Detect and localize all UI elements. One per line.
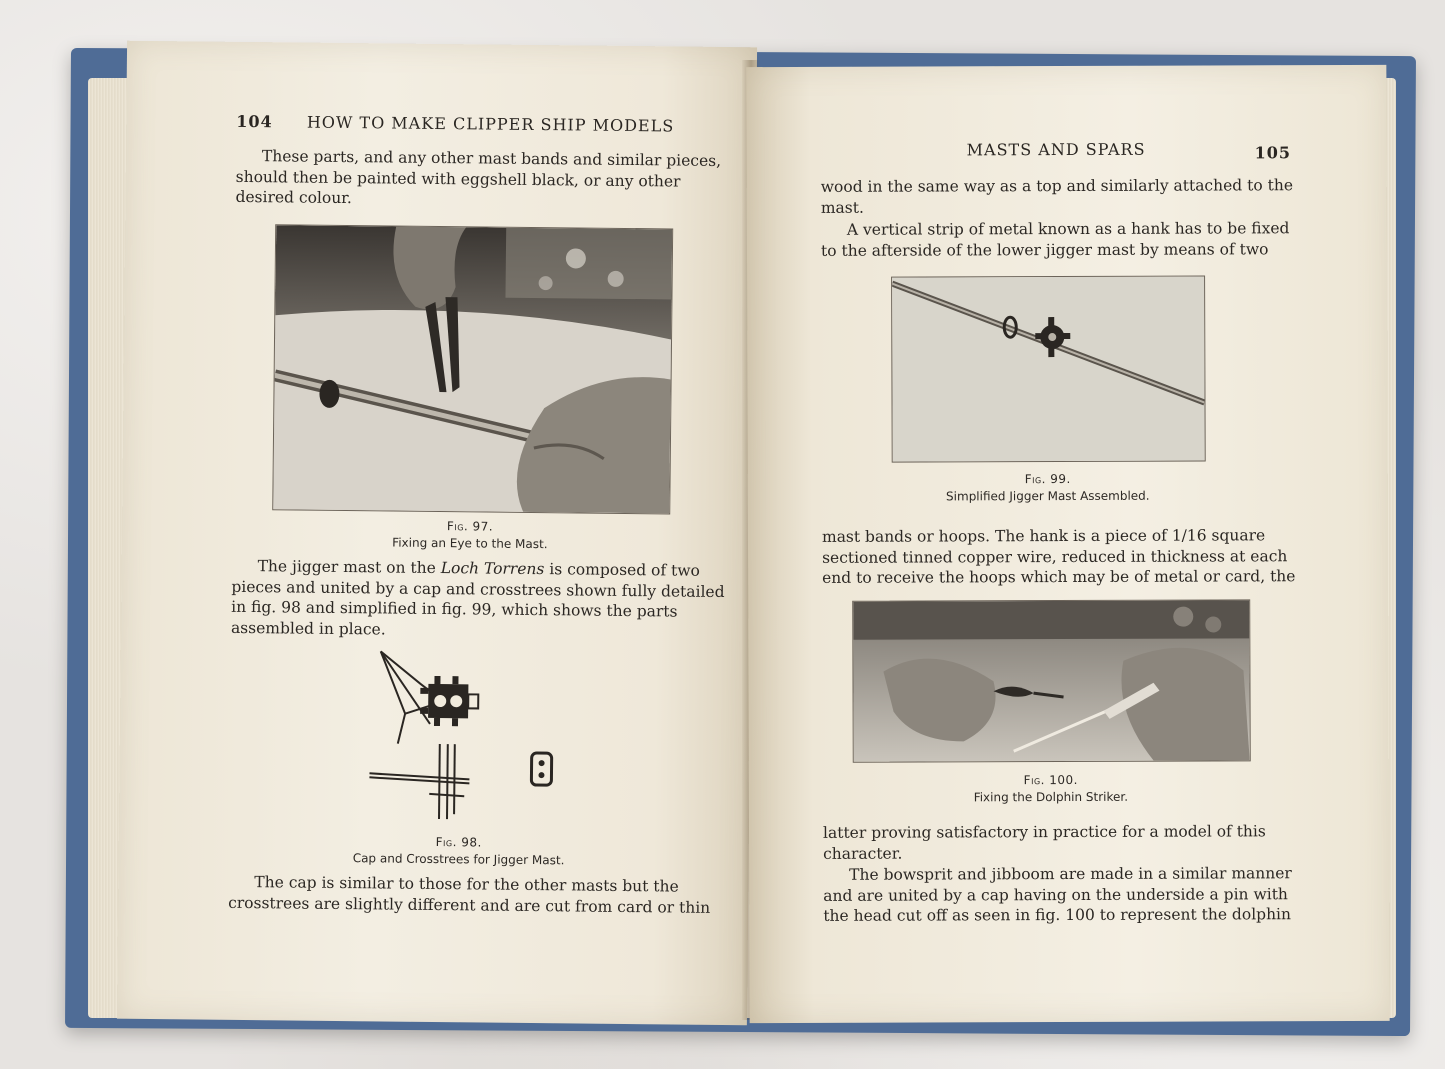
right-paragraph-4: latter proving satisfactory in practice for a model of this character. <box>822 822 1266 863</box>
fig98-drawing <box>359 643 561 825</box>
left-paragraph-1: These parts, and any other mast bands and similar pieces, should then be painted with eggshell black, or any other desired colour. <box>235 147 722 208</box>
right-page-number-wrap <box>1255 143 1291 162</box>
right-paragraph-3: mast bands or hoops. The hank is a piece of 1/16 square sectioned tinned copper wire, reduced in thickness at each end to receive the hoops which may be of metal or card, the <box>821 526 1296 587</box>
left-page-number: 104 <box>236 111 273 132</box>
left-paragraph-2: The jigger mast on the Loch Torrens is composed of two pieces and united by a cap and crosstrees shown fully detailed in fig. 98 and simplified in fig. 99, which shows the parts assembled in place. <box>230 557 725 638</box>
right-page <box>746 65 1389 1023</box>
fig100-caption: Fig. 100. Fixing the Dolphin Striker. <box>973 772 1129 805</box>
fig97-caption: Fig. 97. Fixing an Eye to the Mast. <box>392 519 548 552</box>
fig98-caption: Fig. 98. Cap and Crosstrees for Jigger Mast. <box>352 835 565 868</box>
fig99-caption: Fig. 99. Simplified Jigger Mast Assembled. <box>946 471 1150 504</box>
fig99-illustration <box>892 277 1205 462</box>
right-running-head: MASTS AND SPARS <box>966 139 1146 160</box>
right-paragraph-2: A vertical strip of metal known as a hank has to be fixed to the afterside of the lower jigger mast by means of two <box>820 219 1290 260</box>
fig99-photo <box>891 276 1206 463</box>
fig97-photo <box>272 224 673 514</box>
left-running-head: HOW TO MAKE CLIPPER SHIP MODELS <box>306 112 675 136</box>
right-page-number: 105 <box>1254 143 1292 163</box>
fig100-illustration <box>853 600 1250 761</box>
left-paragraph-3: The cap is similar to those for the other masts but the crosstrees are slightly different and are cut from card or thin <box>228 873 711 917</box>
right-page-header <box>967 140 1146 160</box>
left-page-header <box>236 112 674 136</box>
right-paragraph-5: The bowsprit and jibboom are made in a similar manner and are united by a cap having on the underside a pin with the head cut off as seen in fig. 100 to represent the dolphin <box>823 864 1292 925</box>
fig100-photo <box>852 599 1251 762</box>
right-paragraph-1: wood in the same way as a top and similarly attached to the mast. <box>820 176 1294 217</box>
fig97-illustration <box>273 225 672 513</box>
left-page <box>117 41 757 1026</box>
